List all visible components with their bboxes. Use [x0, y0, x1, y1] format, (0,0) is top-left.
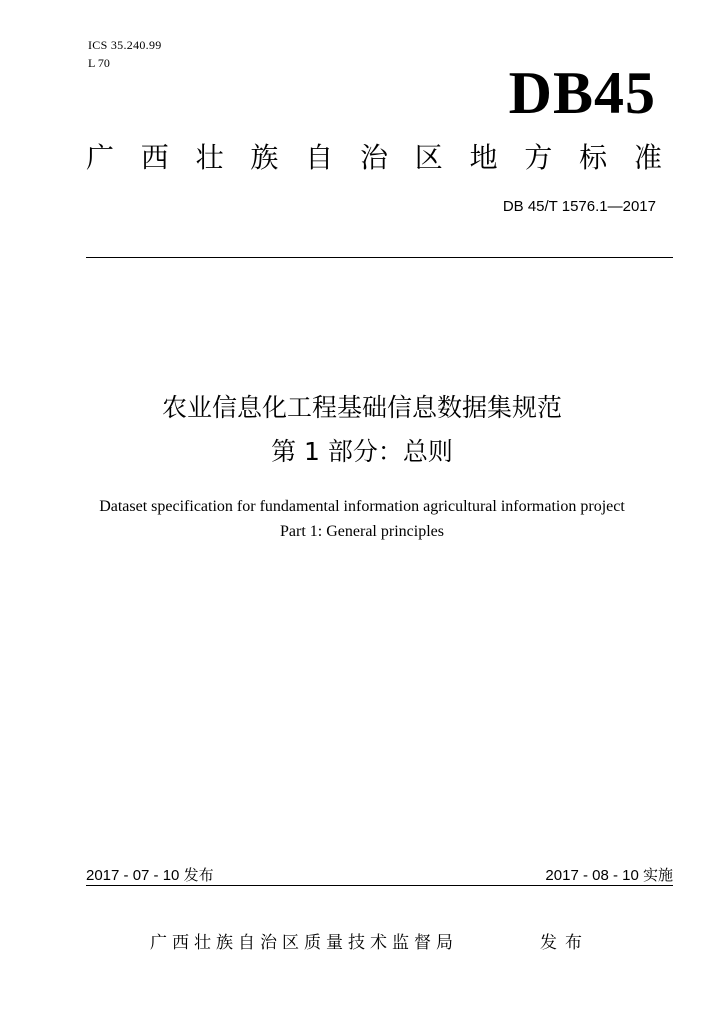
- publish-label: 发布: [540, 933, 590, 953]
- standard-type-char: 地: [469, 141, 498, 174]
- standard-type-char: 自: [305, 141, 334, 174]
- standard-type-char: 治: [359, 141, 388, 174]
- title-english-line-1: Dataset specification for fundamental information agricultural information project: [99, 498, 625, 515]
- publisher-name: 广西壮族自治区质量技术监督局: [150, 933, 458, 953]
- classification-code: L 70: [88, 56, 110, 70]
- implementation-date: 2017 - 08 - 10 实施: [545, 867, 673, 884]
- header-divider: [86, 257, 673, 258]
- standard-type-heading: [86, 140, 662, 176]
- standard-number: DB 45/T 1576.1—2017: [502, 198, 656, 215]
- title-english-line-2: Part 1: General principles: [280, 523, 444, 540]
- standard-type-char: 族: [250, 141, 279, 174]
- ics-code: ICS 35.240.99: [88, 38, 162, 52]
- standard-type-char: 准: [633, 141, 662, 174]
- title-chinese-line-2: 第 1 部分：总则: [271, 437, 453, 466]
- standard-type-char: 标: [579, 141, 608, 174]
- footer-divider: [86, 885, 673, 886]
- standard-type-char: 壮: [195, 141, 224, 174]
- standard-logo: DB45: [508, 60, 656, 126]
- standard-type-char: 广: [86, 141, 115, 174]
- title-chinese-line-1: 农业信息化工程基础信息数据集规范: [161, 393, 562, 422]
- standard-type-char: 西: [140, 141, 169, 174]
- standard-type-char: 区: [414, 141, 443, 174]
- standard-type-char: 方: [524, 141, 553, 174]
- issue-date: 2017 - 07 - 10 发布: [86, 867, 214, 884]
